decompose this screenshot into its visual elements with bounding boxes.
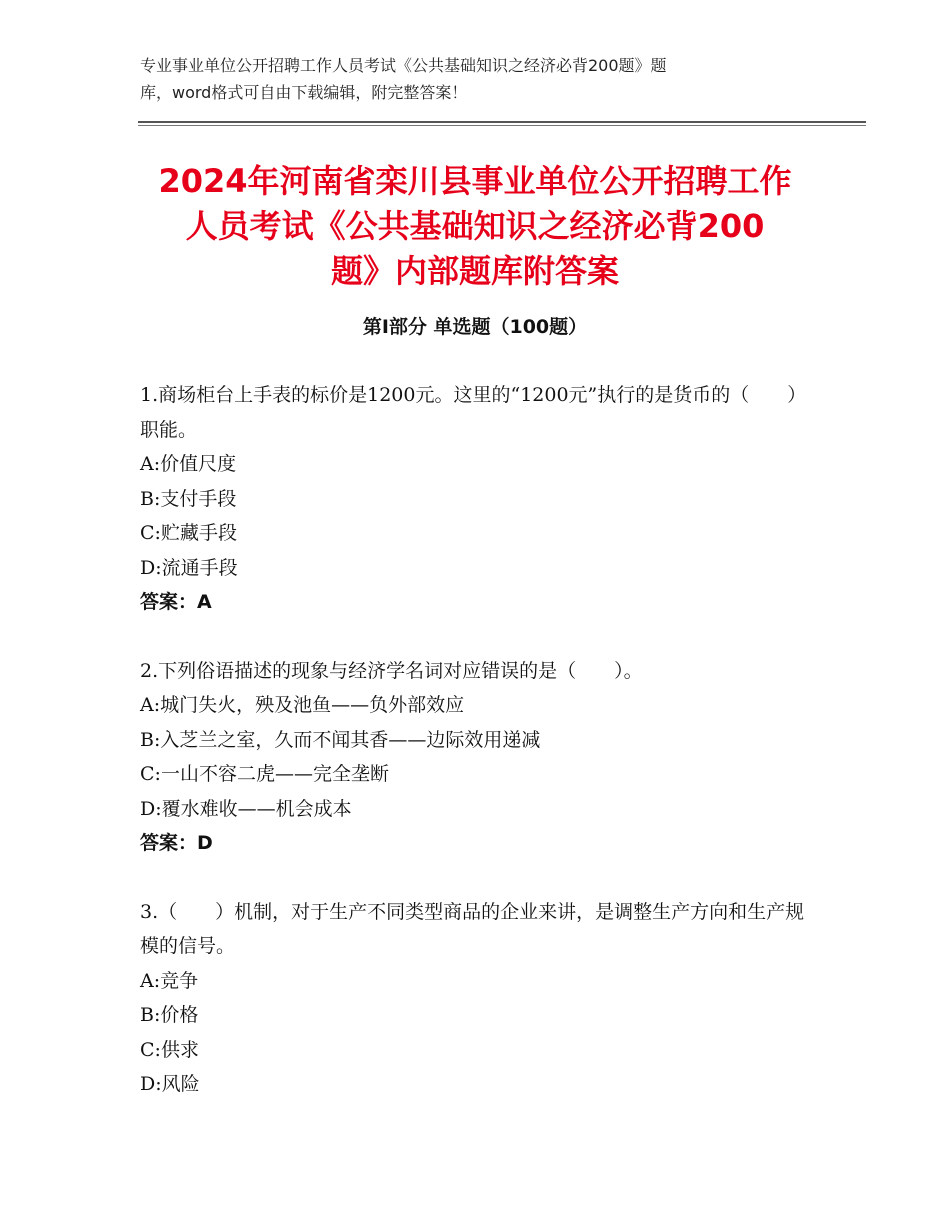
question-3 bbox=[140, 895, 810, 1102]
answer-line bbox=[140, 826, 810, 861]
option-a: A:城门失火，殃及池鱼——负外部效应 bbox=[140, 694, 465, 716]
answer-label: 答案： bbox=[140, 591, 198, 613]
answer-line bbox=[140, 585, 810, 620]
question-stem: 1.商场柜台上手表的标价是1200元。这里的“1200元”执行的是货币的（ ）职能。 bbox=[140, 384, 807, 441]
header-divider bbox=[138, 121, 866, 123]
option-b: B:支付手段 bbox=[140, 487, 237, 510]
question-1 bbox=[140, 378, 810, 620]
option-d: D:覆水难收——机会成本 bbox=[140, 797, 352, 820]
option-a: A:价值尺度 bbox=[140, 453, 237, 475]
question-2 bbox=[140, 654, 810, 861]
option-c: C:供求 bbox=[140, 1038, 199, 1061]
question-list bbox=[140, 378, 810, 1102]
option-d: D:风险 bbox=[140, 1073, 200, 1095]
option-a: A:竞争 bbox=[140, 969, 199, 992]
answer-label: 答案： bbox=[140, 832, 198, 854]
option-b: B:价格 bbox=[140, 1004, 199, 1026]
section-heading: 第Ⅰ部分 单选题（100题） bbox=[362, 316, 588, 338]
option-c: C:贮藏手段 bbox=[140, 522, 237, 544]
option-b: B:入芝兰之室，久而不闻其香——边际效用递减 bbox=[140, 728, 541, 751]
question-stem: 3.（ ）机制，对于生产不同类型商品的企业来讲，是调整生产方向和生产规模的信号。 bbox=[140, 900, 805, 957]
answer-value: A bbox=[197, 591, 212, 613]
question-stem: 2.下列俗语描述的现象与经济学名词对应错误的是（ ）。 bbox=[140, 659, 643, 682]
document-title: 2024年河南省栾川县事业单位公开招聘工作 人员考试《公共基础知识之经济必背200 题》内部题库附答案 bbox=[158, 162, 792, 290]
answer-value: D bbox=[197, 832, 213, 854]
header-note: 专业事业单位公开招聘工作人员考试《公共基础知识之经济必背200题》题 库，word格式可自由下载编辑，附完整答案！ bbox=[140, 56, 667, 102]
option-c: C:一山不容二虎——完全垄断 bbox=[140, 763, 389, 785]
option-d: D:流通手段 bbox=[140, 556, 238, 579]
header-divider-thin bbox=[138, 125, 866, 126]
